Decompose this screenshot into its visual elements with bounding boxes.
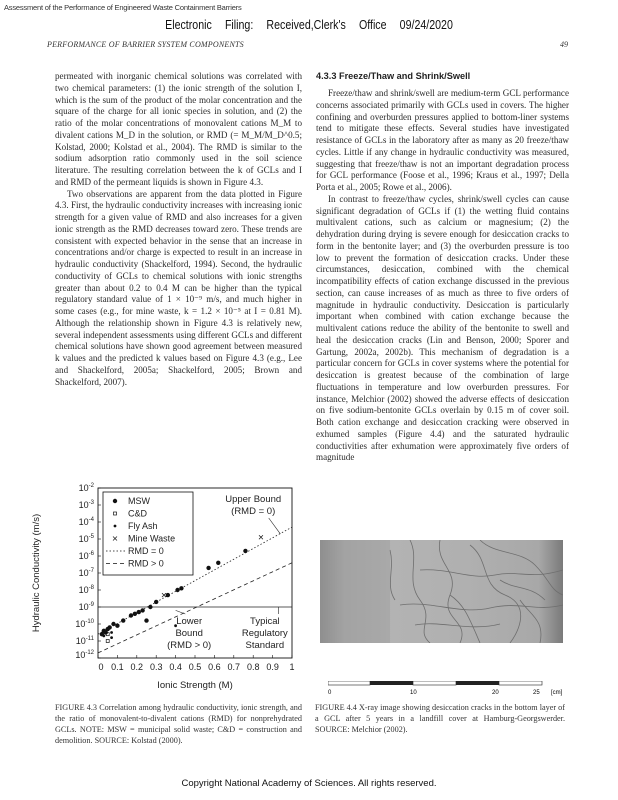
scale-label: 20: [492, 690, 499, 696]
scale-label: 25: [533, 690, 540, 696]
y-tick-base: 10: [78, 585, 89, 595]
y-tick-exponent: -4: [88, 517, 94, 523]
x-tick-label: 0.1: [111, 662, 124, 672]
y-tick-base: 10: [78, 551, 89, 561]
y-tick-label: [79, 483, 95, 493]
x-tick-label: 0.8: [246, 662, 260, 672]
data-point-msw: [111, 622, 115, 626]
y-tick-base: 10: [75, 650, 86, 660]
data-point-fly-ash: [110, 631, 113, 634]
scale-unit: [cm]: [551, 690, 563, 696]
figure-4-3-caption: FIGURE 4.3 Correlation among hydraulic conductivity, ionic strength, and the ratio of monovalent-to-divalent cations (RMD) for nonprehydrated GCLs. NOTE: MSW = municipal solid waste; C&D = construction and demolition. SOURCE: Kolstad (2000).: [55, 703, 302, 745]
legend-marker: [113, 499, 117, 503]
data-point-msw: [121, 618, 125, 622]
scale-label: 0: [328, 690, 332, 696]
data-point-msw: [140, 608, 144, 612]
y-tick-base: 10: [75, 636, 86, 646]
x-tick-label: 0.4: [169, 662, 182, 672]
lower-bound-label: Lower: [176, 616, 203, 627]
data-point-msw: [148, 605, 152, 609]
legend-label: MSW: [128, 496, 150, 506]
data-point-c-and-d: [106, 640, 109, 643]
y-tick-base: 10: [78, 500, 89, 510]
y-tick-base: 10: [78, 568, 89, 578]
x-tick-label: 0.7: [227, 662, 241, 672]
section-heading: 4.3.3 Freeze/Thaw and Shrink/Swell: [316, 71, 471, 81]
legend-marker: [114, 525, 117, 528]
y-tick-label: [79, 517, 95, 527]
upper-bound-label: Upper Bound: [225, 494, 282, 505]
scale-bar: [328, 681, 568, 697]
y-tick-label: [79, 551, 95, 561]
y-tick-base: 10: [78, 483, 89, 493]
y-tick-exponent: -5: [88, 534, 94, 540]
data-point-msw: [206, 566, 210, 570]
data-point-msw: [129, 613, 133, 617]
y-tick-exponent: -8: [88, 585, 94, 591]
y-tick-label: [79, 585, 95, 595]
paragraph: Two observations are apparent from the data plotted in Figure 4.3. First, the hydraulic conductivity increases with increasing ionic strength for a given value of RMD and also increases for a given ionic strength as the RMD decreases toward zero. These trends are consistent with expected behavior in the sense that an increase in concentrations and/or charge is expected to result in an increase in hydraulic conductivity (Shackelford, 1994). Second, the hydraulic conductivity of GCLs to chemical solutions with ionic strengths greater than about 0.2 to 0.4 M can be higher than the typical regulatory standard value of 1 × 10⁻⁹ m/s, and much higher in some cases (e.g., for mine waste, k = 1.2 × 10⁻⁵ at I = 0.81 M). Although the relationship shown in Figure 4.3 is relatively new, several independent assessments using different GCLs and different chemical solutions have shown good agreement between measured k values and the predicted k values based on Figure 4.3 (e.g., Lee and Shackelford, 2005a; Shackelford, 2005; Brown and Shackelford, 2007).: [55, 188, 302, 387]
y-tick-base: 10: [78, 602, 89, 612]
copyright-footer: Copyright National Academy of Sciences. All rights reserved.: [181, 778, 437, 789]
data-point-msw: [179, 586, 183, 590]
data-point-msw: [216, 561, 220, 565]
paragraph: Freeze/thaw and shrink/swell are medium-term GCL performance concerns associated primarily with GCLs used in covers. The higher confining and overburden pressures applied to bottom-liner systems tend to mitigate these effects. Several studies have investigated resistance of GCLs in the laboratory after as many as 20 freeze/thaw cycles. Little if any change in hydraulic conductivity was measured, suggesting that freeze/thaw is not an important degradation process for GCL performance (Foose et al., 1996; Kraus et al., 1997; Della Porta et al., 2005; Rowe et al., 2006).: [316, 88, 569, 192]
data-point-mine-waste: [162, 593, 166, 597]
filing-stamp: Electronic Filing: Received,Clerk's Office 09/24/2020: [165, 18, 453, 32]
x-tick-label: 0: [98, 662, 104, 672]
x-tick-label: 0.5: [188, 662, 202, 672]
data-point-msw: [137, 610, 141, 614]
y-tick-label: [75, 650, 94, 660]
scale-label: 10: [410, 690, 417, 696]
legend-label: RMD = 0: [128, 546, 164, 556]
x-tick-label: 0.2: [130, 662, 144, 672]
right-column: [316, 71, 569, 464]
y-tick-exponent: -6: [88, 551, 94, 557]
regulatory-standard-label: Typical: [250, 616, 280, 627]
document-title: Assessment of the Performance of Engineered Waste Containment Barriers: [4, 3, 242, 12]
upper-bound-arrow: [269, 518, 281, 534]
upper-bound-label: (RMD = 0): [231, 506, 276, 517]
y-tick-exponent: -12: [85, 650, 94, 656]
regulatory-standard-label: Standard: [245, 640, 285, 651]
y-tick-label: [75, 619, 94, 629]
left-column: [55, 71, 302, 388]
legend-label: Fly Ash: [128, 521, 158, 531]
data-point-fly-ash: [110, 636, 113, 639]
figure-4-3-chart: [30, 474, 310, 700]
paragraph: In contrast to freeze/thaw cycles, shrink/swell cycles can cause significant degradation of GCLs if (1) the wetting fluid contains multivalent cations, such as calcium or magnesium; (2) the dehydration during drying is severe enough for desiccation cracks to form in the bentonite layer; and (3) the overburden pressure is too low to prevent the formation of desiccation cracks. Under these circumstances, desiccation, combined with the chemical incompatibility effects of cation exchange discussed in the previous section, can cause increases of as much as three to five orders of magnitude in hydraulic conductivity. Desiccation is particularly important when combined with cation exchange because the multivalent cations reduce the ability of the bentonite to swell and heal the desiccation cracks (Lin and Benson, 2000; Sporer and Gartung, 2002a, 2002b). This mechanism of degradation is a particular concern for GCLs in cover systems where the potential for desiccation is greatest because of the combination of large fluctuations in temperature and low overburden pressures. For instance, Melchior (2002) showed the adverse effects of desiccation on five sodium-bentonite GCLs overlain by 0.15 m of cover soil. Both cation exchange and desiccation cracking were observed in exhumed samples (Figure 4.4) and the saturated hydraulic conductivities after exhumation were approximately five orders of magnitude: [316, 193, 569, 463]
lower-bound-label: Bound: [175, 628, 203, 639]
y-axis-label: Hydraulic Conductivity (m/s): [31, 513, 42, 633]
page-number: 49: [560, 40, 568, 49]
data-point-msw: [133, 612, 137, 616]
lower-bound-label: (RMD > 0): [167, 640, 212, 651]
data-point-msw: [243, 549, 247, 553]
x-axis-label: Ionic Strength (M): [157, 680, 233, 691]
y-tick-exponent: -10: [85, 619, 94, 625]
x-tick-label: 1: [289, 662, 295, 672]
figure-4-4-caption: FIGURE 4.4 X-ray image showing desiccation cracks in the bottom layer of a GCL after 5 years in a landfill cover at Hamburg-Georgswerder. SOURCE: Melchior (2002).: [315, 703, 565, 734]
lower-bound-arrow: [176, 610, 186, 614]
data-point-msw: [115, 624, 119, 628]
regulatory-standard-label: Regulatory: [241, 628, 288, 639]
y-tick-exponent: -9: [88, 602, 94, 608]
legend-label: RMD > 0: [128, 558, 164, 569]
xray-image: [320, 540, 563, 643]
y-tick-base: 10: [78, 534, 89, 544]
legend-label: C&D: [128, 508, 148, 519]
data-point-mine-waste: [259, 535, 263, 539]
desiccation-cracks-image: [320, 540, 563, 643]
y-tick-label: [79, 602, 95, 612]
y-tick-base: 10: [78, 517, 89, 527]
y-tick-label: [79, 500, 95, 510]
running-head: PERFORMANCE OF BARRIER SYSTEM COMPONENTS: [47, 40, 244, 49]
y-tick-label: [76, 636, 95, 646]
y-tick-exponent: -7: [88, 568, 94, 574]
x-tick-label: 0.9: [266, 662, 279, 672]
data-point-msw: [107, 625, 111, 629]
y-tick-base: 10: [75, 619, 86, 629]
y-tick-label: [79, 534, 95, 544]
y-tick-exponent: -2: [88, 483, 94, 489]
paragraph: permeated with inorganic chemical solutions was correlated with two chemical parameters: (1) the ionic strength of the solution I, which is the sum of the product of the molar concentration and the square of the charge for all ionic species in solution, and (2) the ratio of the molar concentrations of monovalent cations M_M to divalent cations M_D in the solution, or RMD (= M_M/M_D^0.5; Kolstad, 2000; Kolstad et al., 2004). The RMD is similar to the sodium adsorption ratio commonly used in the soil science literature. The resulting correlation between the k of GCLs and I and RMD of the permeant liquids is shown in Figure 4.3.: [55, 71, 302, 187]
data-point-msw: [154, 600, 158, 604]
y-tick-exponent: -11: [85, 636, 94, 642]
data-point-msw: [144, 618, 148, 622]
y-tick-label: [79, 568, 95, 578]
x-tick-label: 0.3: [149, 662, 163, 672]
data-point-msw: [166, 593, 170, 597]
legend-label: Mine Waste: [128, 533, 176, 544]
data-point-fly-ash: [102, 635, 105, 638]
y-tick-exponent: -3: [88, 500, 94, 506]
x-tick-label: 0.6: [208, 662, 221, 672]
data-point-msw: [175, 588, 179, 592]
